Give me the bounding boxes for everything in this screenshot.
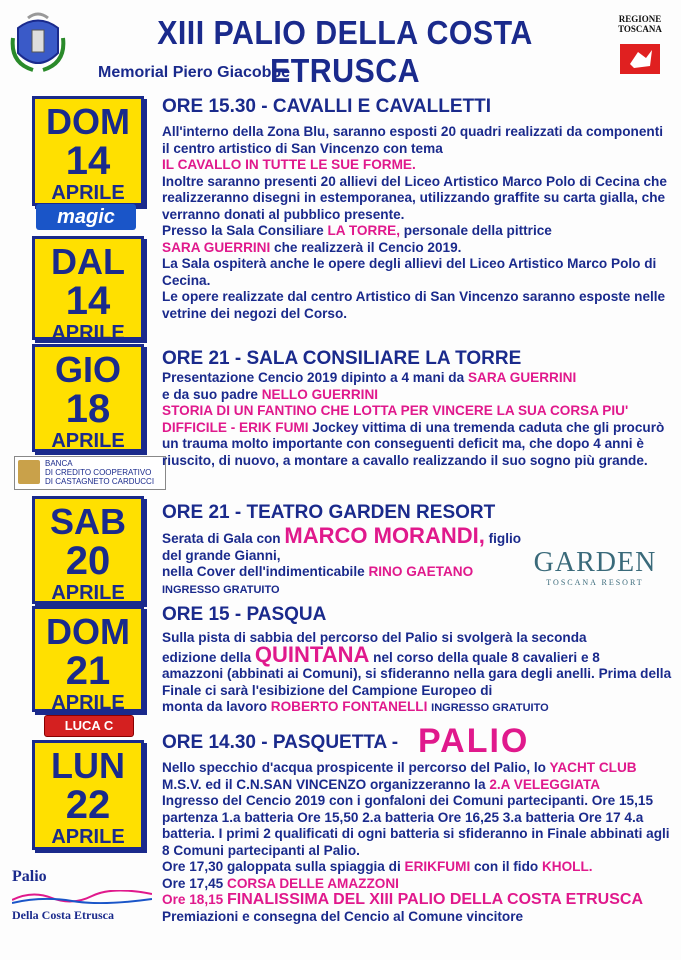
- bank-sponsor-logo: [14, 456, 166, 490]
- s5-p1a: Nello specchio d'acqua prospicente il percorso del Palio, lo: [162, 760, 546, 775]
- date-num: 14: [65, 139, 111, 183]
- s4-roberto-fontanelli: ROBERTO FONTANELLI: [270, 699, 428, 714]
- horse-wave-icon: [12, 890, 152, 904]
- section4-heading: ORE 15 - PASQUA: [162, 604, 327, 625]
- s4-p3: amazzoni (abbinati ai Comuni), si sfideranno nella gara degli anelli. Prima della Finale ci sarà l'esibizione del Campione Europeo di: [162, 666, 672, 698]
- date-box-1: [32, 96, 144, 206]
- date-day: DOM: [46, 611, 130, 652]
- region-line1: REGIONE: [618, 14, 662, 24]
- bank-line3: DI CASTAGNETO CARDUCCI: [45, 477, 155, 486]
- date-num: 18: [65, 387, 111, 431]
- date-day: DOM: [46, 101, 130, 142]
- palio-logo: [8, 868, 158, 928]
- s5-p4b: con il fido: [474, 859, 539, 874]
- s2-p2a: e da suo padre: [162, 386, 258, 402]
- section1-body: [162, 124, 674, 322]
- palio-highlight: PALIO: [418, 722, 530, 760]
- date-box-5: [32, 606, 144, 712]
- region-line2: TOSCANA: [618, 24, 662, 34]
- s5-p5a: Ore 17,45: [162, 875, 224, 891]
- date-month: APRILE: [51, 182, 125, 204]
- date-day: LUN: [51, 745, 125, 786]
- s1-p6: Le opere realizzate dal centro Artistico di San Vincenzo saranno esposte nelle vetrine dei negozi del Corso.: [162, 289, 666, 321]
- s3-p2a: nella Cover dell'indimenticabile: [162, 564, 365, 579]
- s1-p1: All'interno della Zona Blu, saranno esposti 20 quadri realizzati da componenti il centro artistico di San Vincenzo con tema: [162, 124, 664, 156]
- s4-p2b: nel corso della quale 8 cavalieri e 8: [373, 649, 600, 665]
- date-num: 14: [65, 279, 111, 323]
- date-day: SAB: [49, 501, 126, 542]
- date-month: APRILE: [51, 582, 125, 604]
- s4-quintana: QUINTANA: [254, 641, 370, 667]
- region-flag-icon: [620, 44, 660, 74]
- s5-p2a: M.S.V. ed il C.N.SAN VINCENZO organizzeranno la: [162, 776, 486, 792]
- palio-logo-line1: Palio: [12, 868, 47, 885]
- s1-la-torre: LA TORRE,: [327, 223, 400, 238]
- s5-erik-fumi: ERIKFUMI: [404, 859, 471, 874]
- s5-yacht-club: YACHT CLUB: [549, 760, 637, 775]
- bank-line2: DI CREDITO COOPERATIVO: [45, 468, 152, 477]
- s5-veleggiata: 2.A VELEGGIATA: [489, 776, 601, 792]
- section3-body: [162, 523, 522, 598]
- date-box-2: [32, 236, 144, 344]
- palio-logo-line2: Della Costa Etrusca: [12, 908, 114, 922]
- date-day: DAL: [51, 241, 125, 282]
- s4-free-entry: INGRESSO GRATUITO: [431, 702, 549, 714]
- bank-emblem-icon: [18, 460, 40, 484]
- s1-p5: La Sala ospiterà anche le opere degli allievi del Liceo Artistico Marco Polo di Cecina.: [162, 256, 657, 288]
- section5-heading: ORE 14.30 - PASQUETTA -: [162, 732, 399, 753]
- s3-rino-gaetano: RINO GAETANO: [368, 564, 474, 579]
- s1-p4b: che realizzerà il Cencio 2019.: [274, 239, 462, 255]
- date-box-3: [32, 344, 144, 452]
- s2-p1a: Presentazione Cencio 2019 dipinto a 4 mani da: [162, 370, 465, 385]
- page-title: XIII PALIO DELLA COSTA ETRUSCA: [157, 14, 533, 89]
- s4-p1: Sulla pista di sabbia del percorso del Palio si svolgerà la seconda: [162, 630, 587, 645]
- date-month: APRILE: [51, 430, 125, 452]
- bank-line1: BANCA: [45, 459, 73, 468]
- s1-p3b: personale della pittrice: [403, 223, 552, 238]
- s5-finale-time: Ore 18,15: [162, 892, 224, 907]
- date-num: 20: [65, 539, 111, 583]
- bank-text: [45, 459, 154, 486]
- garden-logo-line1: GARDEN: [533, 547, 657, 578]
- s3-marco-morandi: MARCO MORANDI,: [284, 523, 485, 548]
- s5-kholl: KHOLL.: [541, 859, 593, 874]
- s3-p1a: Serata di Gala con: [162, 531, 281, 546]
- s1-p2: Inoltre saranno presenti 20 allievi del Liceo Artistico Marco Polo di Cecina che realizzeranno disegni in estemporanea, utilizzando graffite su carta gialla, che verranno donati al pubblico presente.: [162, 173, 667, 222]
- s4-p4a: monta da lavoro: [162, 699, 267, 714]
- s2-sara-guerrini: SARA GUERRINI: [467, 370, 577, 385]
- section2-heading: ORE 21 - SALA CONSILIARE LA TORRE: [162, 348, 522, 369]
- s3-p1b: figlio del grande Gianni,: [162, 531, 522, 563]
- s2-story-title: STORIA DI UN FANTINO CHE LOTTA PER VINCERE LA SUA CORSA PIU' DIFFICILE - ERIK FUMI: [162, 403, 629, 435]
- region-label: [612, 14, 668, 34]
- s5-p3: Ingresso del Cencio 2019 con i gonfaloni dei Comuni partecipanti. Ore 15,15 partenza 1.a batteria Ore 15,50 2.a batteria Ore 16,25 3.a batteria Ore 17 4.a batteria. I primi 2 qualificati di ogni batteria si sfideranno in Finale abbinati agli 8 Comuni partecipanti al Palio.: [162, 793, 670, 858]
- municipal-crest-icon: [8, 8, 68, 78]
- date-month: APRILE: [51, 826, 125, 848]
- date-num: 21: [65, 649, 111, 693]
- s5-p4a: Ore 17,30 galoppata sulla spiaggia di: [162, 859, 401, 874]
- date-day: GIO: [54, 349, 121, 390]
- date-month: APRILE: [51, 692, 125, 714]
- s1-p3a: Presso la Sala Consiliare: [162, 223, 324, 238]
- section2-body: [162, 370, 674, 469]
- magic-sponsor-logo: magic: [36, 204, 136, 230]
- s4-p2a: edizione della: [162, 649, 252, 665]
- s2-p3b: Jockey vittima di una tremenda caduta che gli procurò un trauma molto importante con conseguenti deficit ma, che dopo 4 anni è riuscito, di nuovo, a montare a cavallo realizzando il suo sogno più grande.: [162, 419, 665, 468]
- garden-logo-line2: TOSCANA RESORT: [546, 578, 644, 587]
- date-box-6: [32, 740, 144, 850]
- page-subtitle: Memorial Piero Giacobbe: [98, 64, 291, 81]
- s1-theme: IL CAVALLO IN TUTTE LE SUE FORME.: [162, 157, 416, 172]
- section4-body: [162, 630, 674, 717]
- s5-p7: Premiazioni e consegna del Cencio al Comune vincitore: [162, 908, 524, 924]
- luca-sponsor-logo: LUCA C: [44, 715, 134, 737]
- section5-body: [162, 760, 674, 925]
- s2-nello-guerrini: NELLO GUERRINI: [261, 386, 379, 402]
- garden-resort-logo: [520, 548, 670, 587]
- s5-finalissima: FINALISSIMA DEL XIII PALIO DELLA COSTA ETRUSCA: [227, 891, 644, 908]
- s5-corsa-amazzoni: CORSA DELLE AMAZZONI: [227, 875, 399, 891]
- s3-free-entry: INGRESSO GRATUITO: [162, 583, 280, 596]
- date-box-4: [32, 496, 144, 604]
- section1-heading: ORE 15.30 - CAVALLI E CAVALLETTI: [162, 96, 492, 117]
- date-num: 22: [65, 783, 111, 827]
- section3-heading: ORE 21 - TEATRO GARDEN RESORT: [162, 502, 496, 523]
- date-month: APRILE: [51, 322, 125, 344]
- s1-sara-guerrini: SARA GUERRINI: [162, 239, 271, 255]
